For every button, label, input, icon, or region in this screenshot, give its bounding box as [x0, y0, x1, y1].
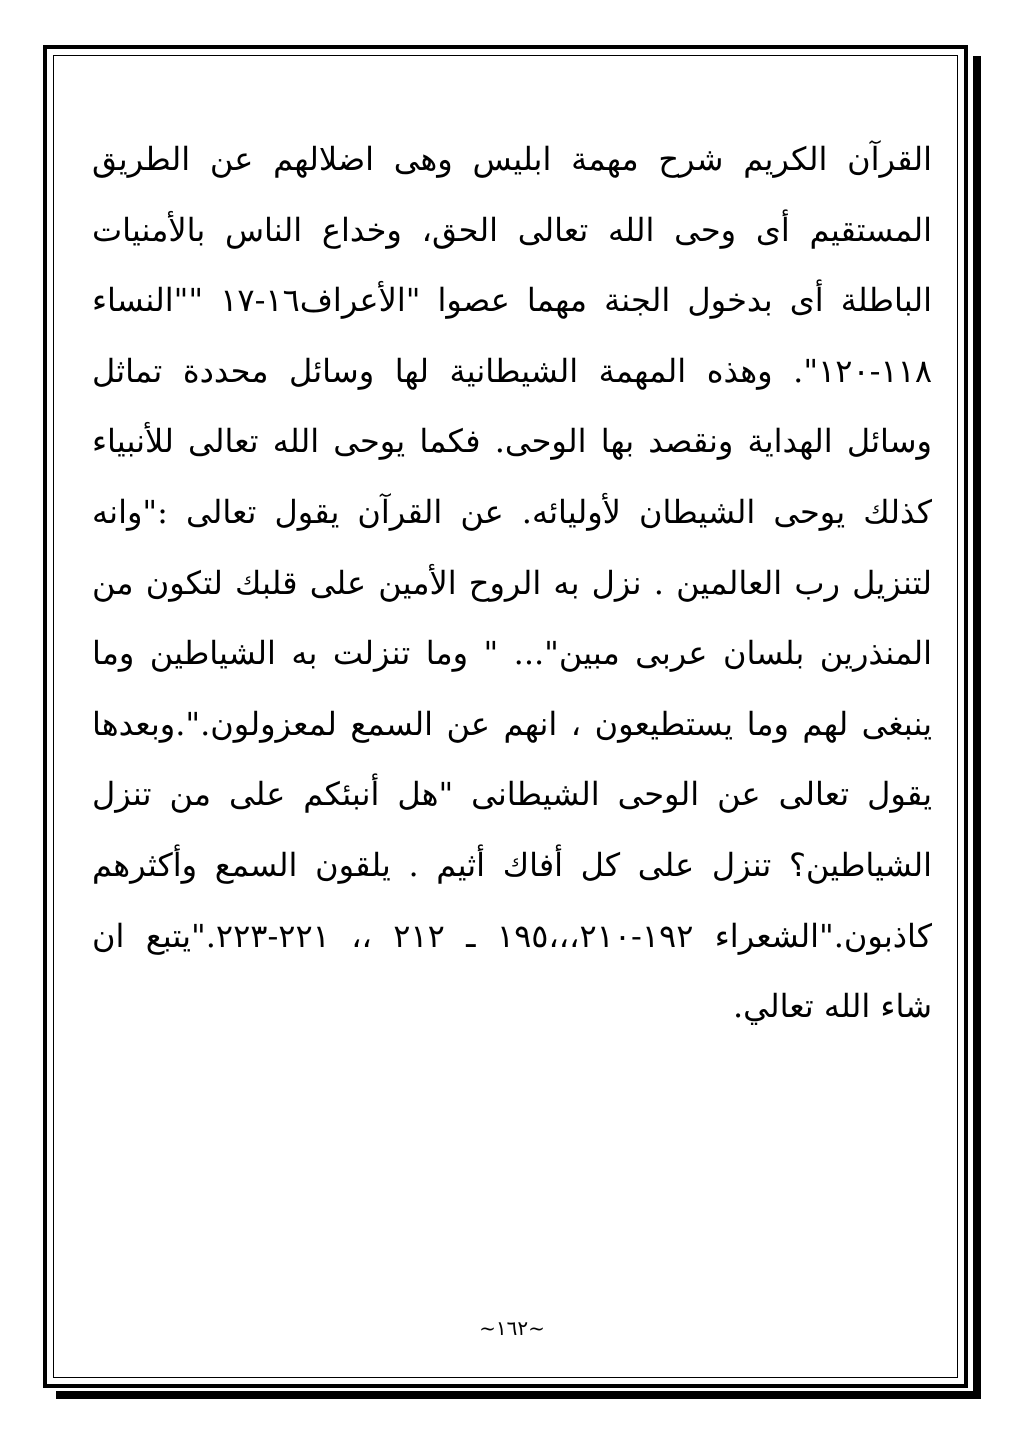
text-line: الباطلة أى بدخول الجنة مهما عصوا "الأعراف١٦-١٧ ""النساء: [92, 281, 932, 320]
text-line: كذلك يوحى الشيطان لأوليائه. عن القرآن يقول تعالى :"وانه: [92, 492, 932, 531]
text-line: يقول تعالى عن الوحى الشيطانى "هل أنبئكم على من تنزل: [92, 775, 932, 814]
page-number: ~١٦٢~: [479, 1316, 545, 1340]
text-line: المنذرين بلسان عربى مبين"... " وما تنزلت به الشياطين وما: [92, 634, 932, 673]
body-text: [92, 124, 932, 1042]
text-line: المستقيم أى وحى الله تعالى الحق، وخداع الناس بالأمنيات: [92, 210, 932, 249]
text-line: القرآن الكريم شرح مهمة ابليس وهى اضلالهم عن الطريق: [92, 140, 932, 178]
text-line: ١١٨-١٢٠". وهذه المهمة الشيطانية لها وسائل محددة تماثل: [92, 351, 932, 390]
text-line: كاذبون."الشعراء ١٩٢-٢١٠،،،١٩٥ ـ ٢١٢ ،، ٢٢١-٢٢٣."يتبع ان: [92, 916, 932, 955]
text-line: وسائل الهداية ونقصد بها الوحى. فكما يوحى الله تعالى للأنبياء: [92, 422, 932, 461]
text-line: الشياطين؟ تنزل على كل أفاك أثيم . يلقون السمع وأكثرهم: [92, 845, 932, 884]
text-line: لتنزيل رب العالمين . نزل به الروح الأمين على قلبك لتكون من: [92, 563, 932, 602]
text-line: ينبغى لهم وما يستطيعون ، انهم عن السمع لمعزولون.".وبعدها: [92, 704, 932, 743]
text-line-last: شاء الله تعالي.: [732, 987, 932, 1026]
